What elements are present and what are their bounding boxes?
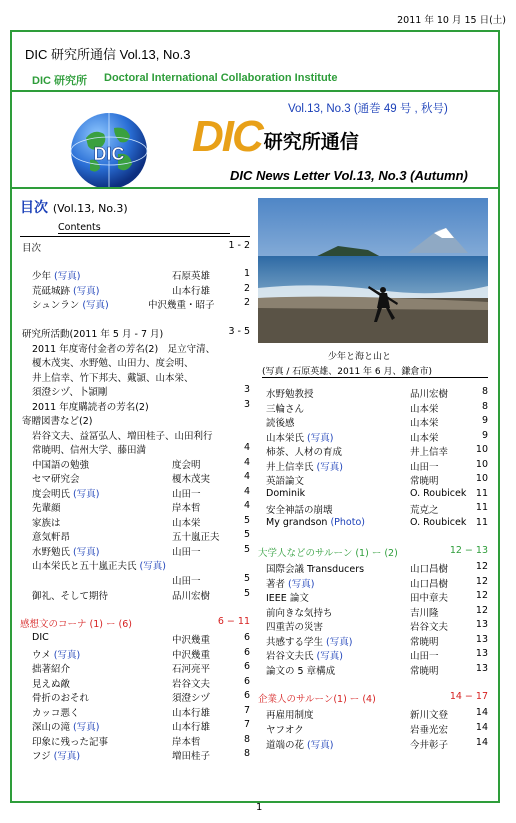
entry-page: 13 [475,634,488,645]
entry-author: 中沢幾重 [172,635,211,646]
entry-page: 4 [243,486,250,497]
entry-page: 14 [475,707,488,718]
entry-author: 山本栄 [410,418,439,429]
entry-page: 12 [475,561,488,572]
entry-title: 度会明氏 [32,489,71,500]
entry-author: 山田一 [172,489,201,500]
entry-page: 11 [475,488,488,499]
toc-entry[interactable] [266,634,488,647]
entry-photo-tag: (写真) [139,561,166,572]
toc-entry[interactable] [266,488,488,501]
toc-entry[interactable] [32,748,250,761]
entry-page: 8 [243,748,250,759]
entry-author: 中沢幾重・昭子 [148,300,215,311]
org-short: DIC 研究所 [32,75,87,87]
entry-title: 岩谷文夫氏 [266,651,314,662]
entry-page: 6 [243,676,250,687]
entry-author: 井上信幸 [410,447,449,458]
entry-title-wrap [32,748,80,762]
toc-title [20,197,128,217]
entry-photo-tag: (写真) [73,489,100,500]
entry-page: 6 [243,661,250,672]
entry-page: 6 [243,690,250,701]
entry-page: 12 [475,605,488,616]
entry-title: 中国語の勉強 [32,460,90,471]
entry-title: 寄贈図書など(2) [22,416,93,427]
toc-title-sub: (Vol.13, No.3) [52,202,128,215]
entry-page: 14 [475,737,488,748]
entry-author: O. Roubicek [410,488,467,499]
entry-title-wrap [32,544,99,558]
entry-title-wrap [266,430,333,444]
entry-title: 常暁明、信州大学、藤田満 [32,445,147,456]
entry-title-wrap [32,283,99,297]
toc-entry[interactable] [22,240,250,253]
entry-title: 拙著紹介 [32,664,71,675]
entry-page: 8 [243,734,250,745]
entry-title-wrap [266,648,343,662]
page-number: 1 [256,802,263,813]
entry-title: 水野勉教授 [266,389,314,400]
entry-page: 4 [243,457,250,468]
toc-entry[interactable] [32,647,250,660]
entry-title: 道端の花 [266,740,305,751]
entry-title: 先輩顔 [32,503,61,514]
entry-photo-tag: (写真) [307,433,334,444]
entry-author: 中沢幾重 [172,650,211,661]
toc-entry[interactable] [266,561,488,574]
entry-author: 荒克之 [410,505,439,516]
entry-photo-tag: (写真) [316,462,343,473]
entry-page: 13 [475,619,488,630]
toc-entry[interactable] [266,648,488,661]
entry-title: 印象に残った記事 [32,737,109,748]
toc-entry[interactable] [266,619,488,632]
entry-page: 13 [475,663,488,674]
logo-dic-text: DIC [192,112,262,161]
entry-page: 9 [481,415,488,426]
entry-title: ヤフオク [266,725,304,736]
contents-underline [58,233,230,234]
entry-page: 5 [243,573,250,584]
entry-page: 7 [243,705,250,716]
toc-entry[interactable] [32,558,250,571]
entry-page: 2 [243,297,250,308]
toc-entry[interactable] [32,399,250,412]
toc-entry[interactable] [32,734,250,747]
entry-title-wrap [32,297,109,311]
toc-entry[interactable] [32,268,250,281]
entry-title: 山本栄氏と五十嵐正夫氏 [32,561,137,572]
entry-title: 柿茶、人材の育成 [266,447,343,458]
entry-title: 見えぬ敵 [32,679,71,690]
entry-author: 山田一 [410,462,439,473]
toc-entry[interactable] [266,737,488,750]
entry-title: My grandson [266,517,328,528]
entry-title: 骨折のおそれ [32,693,90,704]
entry-title: 岩谷文夫、益冨弘人、増田桂子、山田利行 [32,431,213,442]
entry-page: 12 [475,590,488,601]
entry-author: 山本行雄 [172,722,211,733]
entry-title: 論文の 5 章構成 [266,666,336,677]
toc-entry[interactable] [266,415,488,428]
issue-date: 2011 年 10 月 15 日(土) [397,15,506,26]
entry-title: 家族は [32,518,61,529]
entry-author: 山田一 [410,651,439,662]
entry-author: 常暁明 [410,476,439,487]
toc-entry[interactable] [266,605,488,618]
entry-page: 3 - 5 [228,326,250,337]
contents-label: Contents [58,222,101,233]
entry-page: 3 [243,384,250,395]
entry-title: 井上信幸、竹下邦夫、戴頴、山本栄、 [32,373,194,384]
entry-author: 山本栄 [172,518,201,529]
entry-title-wrap [266,737,333,751]
entry-title-wrap [32,719,99,733]
entry-author: 山本行雄 [172,708,211,719]
entry-author: 五十嵐正夫 [172,532,220,543]
entry-page: 5 [243,515,250,526]
entry-photo-tag: (写真) [307,740,334,751]
entry-title: 荒砥城跡 [32,286,71,297]
section-title: 感想文のコーナ (1) ー (6) [20,619,132,630]
entry-photo-tag: (写真) [73,722,100,733]
entry-page: 6 [243,632,250,643]
toc-entry[interactable] [32,690,250,703]
org-full: Doctoral International Collaboration Institute [104,72,338,84]
entry-page: 5 [243,529,250,540]
dic-logo [192,112,359,161]
photo-caption-title: 少年と海と山と [328,352,392,362]
entry-title: 共感する学生 [266,637,324,648]
toc-entry[interactable] [32,355,250,368]
toc-entry[interactable] [32,719,250,732]
entry-title: 再雇用制度 [266,710,314,721]
toc-entry[interactable] [32,500,250,513]
entry-title: 四重苦の災害 [266,622,324,633]
toc-entry[interactable] [266,707,488,720]
entry-page: 10 [475,473,488,484]
entry-author: 岩谷文夫 [410,622,449,633]
volume-info: Vol.13, No.3 (通巻 49 号 , 秋号) [288,103,448,115]
entry-title: 目次 [22,243,42,254]
entry-page: 4 [243,471,250,482]
toc-entry[interactable] [32,384,250,397]
entry-title: 榎木茂実、水野勉、山田力、度会明、 [32,358,194,369]
entry-page: 13 [475,648,488,659]
entry-title: 英語論文 [266,476,305,487]
entry-title: 少年 [32,271,52,282]
entry-author: 山本栄 [410,433,439,444]
toc-entry[interactable] [32,283,250,296]
entry-page: 5 [243,544,250,555]
entry-author: 品川宏樹 [172,591,211,602]
toc-underline [20,236,250,237]
entry-title-wrap [266,634,352,648]
toc-entry[interactable] [266,590,488,603]
entry-page: 12 [475,576,488,587]
entry-title: セマ研究会 [32,474,80,485]
section-pages: 14 − 17 [449,691,488,702]
cover-photo [258,198,488,343]
toc-entry[interactable] [32,661,250,674]
entry-title: 前向きな気持ち [266,608,333,619]
entry-photo-tag: (写真) [326,637,353,648]
entry-author: 岸本哲 [172,503,201,514]
entry-page: 9 [481,430,488,441]
entry-title-wrap [32,558,166,572]
entry-title: Dominik [266,488,306,499]
section-pages: 12 − 13 [449,545,488,556]
entry-page: 7 [243,719,250,730]
section-title: 大学人などのサルーン (1) ー (2) [258,548,398,559]
toc-entry[interactable] [32,442,250,455]
entry-author: 田中章夫 [410,593,449,604]
entry-author: 山本栄 [410,404,439,415]
photo-caption-credit: (写真 / 石原英雄、2011 年 6 月、鎌倉市) [262,367,432,377]
entry-author: 岩谷文夫 [172,679,211,690]
entry-author: 山口昌樹 [410,579,449,590]
entry-title: 御礼、そして期待 [32,591,109,602]
globe-text: DIC [93,144,125,164]
entry-title: 山本栄氏 [266,433,305,444]
entry-page: 1 [243,268,250,279]
entry-page: 11 [475,517,488,528]
toc-divider [12,187,498,189]
toc-entry[interactable] [32,544,250,557]
entry-photo-tag: (写真) [73,547,100,558]
entry-title: 著者 [266,579,286,590]
entry-page: 10 [475,459,488,470]
entry-author: 常暁明 [410,637,439,648]
header-divider [12,90,498,92]
entry-author: 岩垂光宏 [410,725,449,736]
entry-page: 8 [481,401,488,412]
newsletter-title: DIC News Letter Vol.13, No.3 (Autumn) [230,168,468,183]
entry-title-wrap [266,517,365,528]
entry-page: 1 - 2 [228,240,250,251]
toc-entry[interactable] [32,529,250,542]
entry-photo-tag: (写真) [316,651,343,662]
toc-entry[interactable] [32,297,250,310]
logo-jp-text: 研究所通信 [263,131,359,153]
toc-entry[interactable] [32,457,250,470]
entry-title-wrap [32,486,99,500]
toc-entry[interactable] [32,632,250,645]
entry-author: 増田桂子 [172,751,211,762]
entry-page: 5 [243,588,250,599]
entry-photo-tag: (写真) [53,650,81,661]
entry-title-wrap [266,576,314,590]
entry-title-wrap [32,647,80,661]
entry-title: フジ [32,751,51,762]
entry-author: 榎木茂実 [172,474,211,485]
entry-title: カッコ悪く [32,708,80,719]
toc-entry[interactable] [266,401,488,414]
toc-entry[interactable] [32,471,250,484]
globe-logo [68,110,150,192]
toc-entry[interactable] [266,386,488,399]
entry-title: 2011 年度寄付金者の芳名(2) 足立守清、 [32,344,216,355]
entry-title: 2011 年度購読者の芳名(2) [32,402,149,413]
toc-entry[interactable] [32,341,250,354]
entry-author: 山田一 [172,576,201,587]
entry-title: IEEE 論文 [266,593,309,604]
entry-author: 山口昌樹 [410,564,449,575]
entry-title: 須澄シヅ、卜頴剛 [32,387,108,398]
entry-author: 石河亮平 [172,664,211,675]
toc-entry[interactable] [22,413,250,426]
entry-title: DIC [32,632,49,643]
entry-author: 吉川隆 [410,608,439,619]
entry-page: 14 [475,722,488,733]
toc-entry[interactable] [32,588,250,601]
entry-title-wrap [32,268,80,282]
entry-title: ウメ [32,650,51,661]
entry-photo-tag: (写真) [54,271,81,282]
entry-author: 岸本哲 [172,737,201,748]
toc-entry[interactable] [266,430,488,443]
entry-page: 6 [243,647,250,658]
entry-author: 度会明 [172,460,201,471]
entry-page: 8 [481,386,488,397]
toc-entry[interactable] [266,517,488,530]
entry-author: 須澄シヅ [172,693,211,704]
entry-title: シュンラン [32,300,80,311]
entry-title: 水野勉氏 [32,547,71,558]
toc-entry[interactable] [32,370,250,383]
entry-page: 10 [475,444,488,455]
entry-author: 新川文登 [410,710,449,721]
toc-entry[interactable] [266,444,488,457]
entry-page: 2 [243,283,250,294]
right-column-rule [262,377,488,378]
entry-author: 常暁明 [410,666,439,677]
entry-photo-tag: (写真) [288,579,315,590]
entry-title-wrap [266,459,343,473]
toc-entry[interactable] [32,486,250,499]
toc-title-main: 目次 [20,200,48,216]
entry-author: 品川宏樹 [410,389,449,400]
entry-author: 石原英雄 [172,271,211,282]
entry-author: 山田一 [172,547,201,558]
section-pages: 6 − 11 [217,616,250,627]
toc-entry[interactable] [266,473,488,486]
toc-entry[interactable] [32,676,250,689]
toc-entry[interactable] [266,576,488,589]
toc-entry[interactable] [266,459,488,472]
entry-title: 三輪さん [266,404,305,415]
toc-entry[interactable] [22,326,250,339]
toc-entry[interactable] [266,722,488,735]
entry-photo-tag: (Photo) [330,517,365,528]
entry-title: 読後感 [266,418,295,429]
entry-page: 3 [243,399,250,410]
header-title: DIC 研究所通信 Vol.13, No.3 [25,47,191,62]
entry-author: 山本行雄 [172,286,211,297]
entry-page: 4 [243,442,250,453]
toc-entry[interactable] [266,663,488,676]
entry-title: 意気軒昂 [32,532,71,543]
entry-author: 今井彰子 [410,740,449,751]
entry-title: 安全神話の崩壊 [266,505,333,516]
entry-title: 井上信幸氏 [266,462,314,473]
toc-entry[interactable] [32,428,250,441]
toc-entry[interactable] [266,502,488,515]
entry-title: 深山の滝 [32,722,71,733]
entry-title: 研究所活動(2011 年 5 月 - 7 月) [22,329,164,340]
entry-page: 4 [243,500,250,511]
section-title: 企業人のサルーン(1) ー (4) [258,694,376,705]
toc-entry[interactable] [32,515,250,528]
entry-photo-tag: (写真) [82,300,109,311]
entry-page: 11 [475,502,488,513]
entry-title: 国際会議 Transducers [266,564,365,575]
toc-entry[interactable] [32,573,250,586]
toc-entry[interactable] [32,705,250,718]
entry-photo-tag: (写真) [53,751,81,762]
entry-photo-tag: (写真) [73,286,100,297]
entry-author: O. Roubicek [410,517,467,528]
